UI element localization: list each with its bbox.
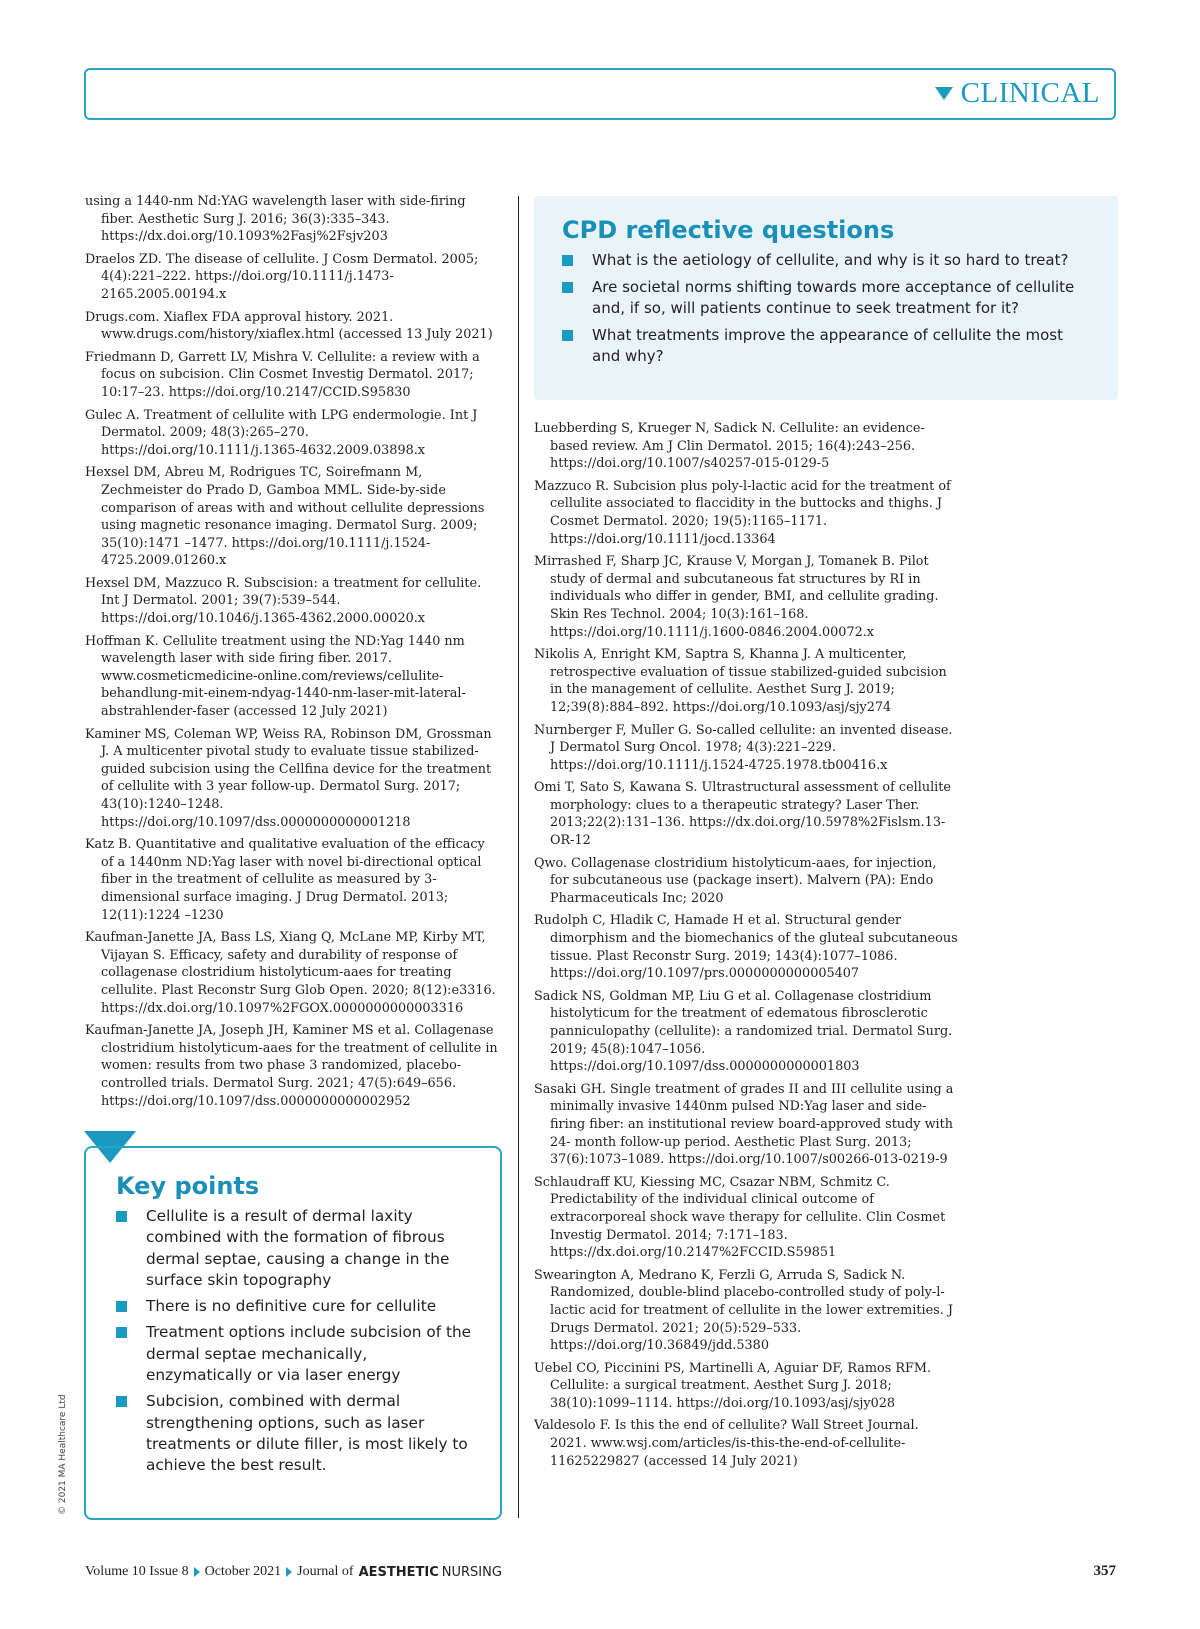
reference-item: Uebel CO, Piccinini PS, Martinelli A, Aguiar DF, Ramos RFM. Cellulite: a surgical treatment. Aesthet Surg J. 2018; 38(10):1099–1114. https://doi.org/10.1093/asj/sjy028 [534,1360,932,1411]
bullet-item [116,1296,474,1317]
square-bullet-icon [562,282,573,293]
reference-item: Mazzuco R. Subcision plus poly-l-lactic acid for the treatment of cellulite associated to flaccidity in the buttocks and thighs. J Cosmet Dermatol. 2020; 19(5):1165–1171. https://doi.org/10.1111/jocd.13364 [534,478,951,547]
key-points-box [84,1146,502,1520]
reference-item: Omi T, Sato S, Kawana S. Ultrastructural assessment of cellulite morphology: clues to a therapeutic strategy? Laser Ther. 2013;22(2):131–136. https://dx.doi.org/10.5978%2Fislsm.13-OR-12 [534,780,951,849]
bullet-text: What is the aetiology of cellulite, and why is it so hard to treat? [592,251,1069,269]
page-number: 357 [1093,1563,1116,1579]
section-label [935,77,1100,110]
column-divider [518,196,519,1518]
triangle-down-icon [935,87,953,100]
footer-journal-prefix: Journal of [297,1564,354,1579]
square-bullet-icon [116,1211,127,1222]
reference-item: Drugs.com. Xiaflex FDA approval history. 2021. www.drugs.com/history/xiaflex.html (accessed 13 July 2021) [85,309,493,343]
arrow-right-icon [286,1567,292,1577]
reference-item: Sasaki GH. Single treatment of grades II and III cellulite using a minimally invasive 1440nm pulsed ND:Yag laser and side-firing fiber: an institutional review board-approved study with 24- month follow-up period. Aesthetic Plast Surg. 2013; 37(6):1073–1089. https://doi.org/10.1007/s00266-013-0219-9 [534,1081,954,1168]
reference-item: Kaufman-Janette JA, Joseph JH, Kaminer MS et al. Collagenase clostridium histolyticum-aaes for the treatment of cellulite in women: results from two phase 3 randomized, placebo-controlled trials. Dermatol Surg. 2021; 47(5):649–656. https://doi.org/10.1097/dss.0000000000002952 [85,1023,498,1109]
reference-item: using a 1440-nm Nd:YAG wavelength laser with side-firing fiber. Aesthetic Surg J. 2016; 36(3):335–343. https://dx.doi.org/10.1093%2Fasj%2Fsjv203 [85,194,466,245]
reference-item: Katz B. Quantitative and qualitative evaluation of the efficacy of a 1440nm ND:Yag laser with novel bi-directional optical fiber in the treatment of cellulite as measured by 3-dimensional surface imaging. J Drug Dermatol. 2013; 12(11):1224 –1230 [85,837,485,923]
reference-item: Rudolph C, Hladik C, Hamade H et al. Structural gender dimorphism and the biomechanics of the gluteal subcutaneous tissue. Plast Reconstr Surg. 2019; 143(4):1077–1086. https://doi.org/10.1097/prs.0000000000005407 [534,913,958,982]
bullet-item [116,1206,474,1291]
bullet-text: Cellulite is a result of dermal laxity combined with the formation of fibrous dermal septae, causing a change in the surface skin topography [146,1207,450,1289]
bullet-item [562,277,1090,320]
reference-item: Hexsel DM, Abreu M, Rodrigues TC, Soirefmann M, Zechmeister do Prado D, Gamboa MML. Side-by-side comparison of areas with and without cellulite depressions using magnetic resonance imaging. Dermatol Surg. 2009; 35(10):1471 –1477. https://doi.org/10.1111/j.1524-4725.2009.01260.x [85,465,485,569]
cpd-question-list [562,250,1090,368]
copyright-notice: © 2021 MA Healthcare Ltd [58,1394,68,1515]
reference-item: Nurnberger F, Muller G. So-called cellulite: an invented disease. J Dermatol Surg Oncol. 1978; 4(3):221–229. https://doi.org/10.1111/j.1524-4725.1978.tb00416.x [534,722,953,773]
reference-item: Hoffman K. Cellulite treatment using the ND:Yag 1440 nm wavelength laser with side firing fiber. 2017. www.cosmeticmedicine-online.com/reviews/cellulite-behandlung-mit-einem-ndyag-1440-nm-laser-mit-lateral-abstrahlender-faser (accessed 12 July 2021) [85,633,466,720]
footer-date: October 2021 [204,1564,282,1579]
reference-item: Qwo. Collagenase clostridium histolyticum-aaes, for injection, for subcutaneous use (package insert). Malvern (PA): Endo Pharmaceuticals Inc; 2020 [534,855,937,906]
bullet-item [116,1391,474,1476]
page-footer [85,1564,502,1580]
bullet-item [116,1322,474,1386]
bullet-text: Are societal norms shifting towards more acceptance of cellulite and, if so, will patients continue to seek treatment for it? [592,277,1075,317]
square-bullet-icon [562,330,573,341]
cpd-questions-box [534,196,1118,400]
reference-item: Hexsel DM, Mazzuco R. Subscision: a treatment for cellulite. Int J Dermatol. 2001; 39(7):539–544. https://doi.org/10.1046/j.1365-4362.2000.00020.x [85,575,482,627]
reference-item: Friedmann D, Garrett LV, Mishra V. Cellulite: a review with a focus on subcision. Clin Cosmet Investig Dermatol. 2017; 10:17–23. https://doi.org/10.2147/CCID.S95830 [85,349,480,400]
reference-item: Swearington A, Medrano K, Ferzli G, Arruda S, Sadick N. Randomized, double-blind placebo-controlled study of poly-l-lactic acid for treatment of cellulite in the lower extremities. J Drugs Dermatol. 2021; 20(5):529–533. https://doi.org/10.36849/jdd.5380 [534,1267,953,1354]
reference-item: Valdesolo F. Is this the end of cellulite? Wall Street Journal. 2021. www.wsj.com/articles/is-this-the-end-of-cellulite-11625229827 (accessed 14 July 2021) [534,1418,919,1469]
reference-item: Kaminer MS, Coleman WP, Weiss RA, Robinson DM, Grossman J. A multicenter pivotal study to evaluate tissue stabilized-guided subcision using the Cellfina device for the treatment of cellulite with 3 year follow-up. Dermatol Surg. 2017; 43(10):1240–1248. https://doi.org/10.1097/dss.0000000000001218 [85,726,492,830]
bullet-text: There is no definitive cure for cellulite [146,1297,437,1316]
cpd-title: CPD reflective questions [562,216,895,244]
reference-item: Gulec A. Treatment of cellulite with LPG endermologie. Int J Dermatol. 2009; 48(3):265–270. https://doi.org/10.1111/j.1365-4632.2009.03898.x [85,407,478,458]
references-left-column [85,193,501,1115]
key-points-title: Key points [116,1172,260,1200]
reference-item: Nikolis A, Enright KM, Saptra S, Khanna J. A multicenter, retrospective evaluation of tissue stabilized-guided subcision in the management of cellulite. Aesthet Surg J. 2019; 12;39(8):884–892. https://doi.org/10.1093/asj/sjy274 [534,647,947,715]
bullet-text: Treatment options include subcision of the dermal septae mechanically, enzymatically or via laser energy [146,1323,472,1385]
reference-item: Kaufman-Janette JA, Bass LS, Xiang Q, McLane MP, Kirby MT, Vijayan S. Efficacy, safety and durability of response of collagenase clostridium histolyticum-aaes for treating cellulite. Plast Reconstr Surg Glob Open. 2020; 8(12):e3316. https://dx.doi.org/10.1097%2FGOX.0000000000003316 [85,930,496,1016]
reference-item: Luebberding S, Krueger N, Sadick N. Cellulite: an evidence-based review. Am J Clin Dermatol. 2015; 16(4):243–256. https://doi.org/10.1007/s40257-015-0129-5 [534,421,925,472]
square-bullet-icon [116,1396,127,1407]
bullet-text: Subcision, combined with dermal strengthening options, such as laser treatments or dilute filler, is most likely to achieve the best result. [146,1392,468,1475]
reference-item: Mirrashed F, Sharp JC, Krause V, Morgan J, Tomanek B. Pilot study of dermal and subcutaneous fat structures by RI in individuals who differ in gender, BMI, and cellulite grading. Skin Res Technol. 2004; 10(3):161–168. https://doi.org/10.1111/j.1600-0846.2004.00072.x [534,554,939,640]
square-bullet-icon [116,1301,127,1312]
arrow-right-icon [194,1567,200,1577]
square-bullet-icon [562,255,573,266]
references-right-column [534,420,958,1475]
reference-item: Schlaudraff KU, Kiessing MC, Csazar NBM, Schmitz C. Predictability of the individual clinical outcome of extracorporeal shock wave therapy for cellulite. Clin Cosmet Investig Dermatol. 2014; 7:171–183. https://dx.doi.org/10.2147%2FCCID.S59851 [534,1174,946,1261]
square-bullet-icon [116,1327,127,1338]
bullet-item [562,325,1090,368]
footer-journal-suffix: NURSING [441,1564,502,1580]
footer-journal-bold: AESTHETIC [358,1564,439,1580]
section-header-box [84,68,1116,120]
bullet-text: What treatments improve the appearance of cellulite the most and why? [592,325,1063,365]
reference-item: Sadick NS, Goldman MP, Liu G et al. Collagenase clostridium histolyticum for the treatment of edematous fibrosclerotic panniculopathy (cellulite): a randomized trial. Dermatol Surg. 2019; 45(8):1047–1056. https://doi.org/10.1097/dss.0000000000001803 [534,988,953,1075]
reference-item: Draelos ZD. The disease of cellulite. J Cosm Dermatol. 2005; 4(4):221–222. https://doi.org/10.1111/j.1473-2165.2005.00194.x [85,251,479,302]
section-label-text: CLINICAL [960,77,1100,109]
key-points-list [116,1206,474,1477]
footer-volume: Volume 10 Issue 8 [85,1564,189,1579]
bullet-item [562,250,1090,272]
